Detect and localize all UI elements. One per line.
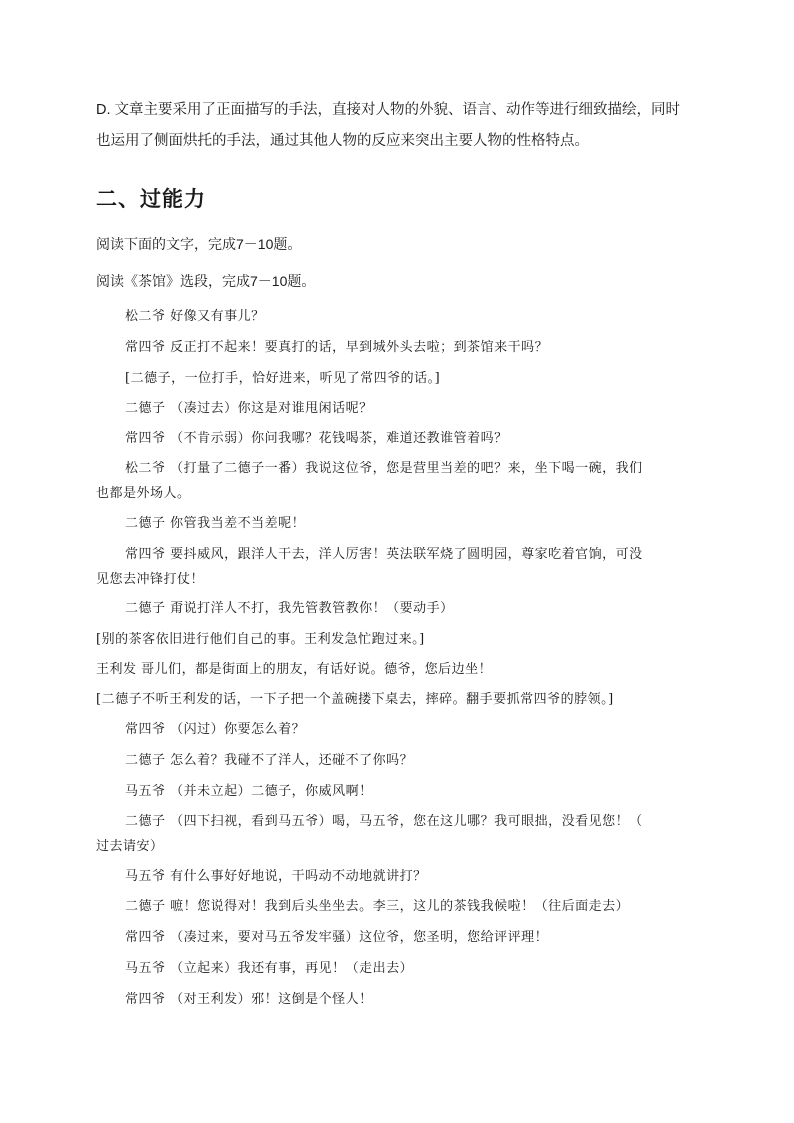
script-line-text: 二德子 怎么着？我碰不了洋人，还碰不了你吗？: [125, 753, 414, 768]
script-line-text: 二德子 你管我当差不当差呢！: [125, 516, 306, 531]
script-line-text: 二德子 嗻！您说得对！我到后头坐坐去。李三，这儿的茶钱我候啦！（往后面走去）: [125, 899, 630, 914]
script-line-text: 常四爷 （闪过）你要怎么着？: [125, 722, 306, 737]
section-heading: 二、过能力: [96, 188, 206, 211]
script-line-text: 马五爷 （并未立起）二德子，你威风啊！: [125, 784, 373, 799]
script-line-12: [96, 690, 706, 710]
script-line-15: [96, 782, 706, 802]
script-line-8: [96, 545, 706, 590]
script-line-text: 王利发 哥儿们，都是街面上的朋友，有话好说。德爷，您后边坐！: [96, 662, 493, 677]
script-line-1: [96, 307, 706, 327]
script-line-4: [96, 399, 706, 419]
script-line-text: 常四爷 （不肯示弱）你问我哪？花钱喝茶，难道还教谁管着吗？: [125, 431, 508, 446]
script-line-11: [96, 660, 706, 680]
script-line-text: 二德子 （凑过去）你这是对谁甩闲话呢？: [125, 401, 373, 416]
script-line-21: [96, 990, 706, 1010]
option-d-line-2: 也运用了侧面烘托的手法，通过其他人物的反应来突出主要人物的性格特点。: [96, 133, 589, 149]
script-line-16: [96, 812, 706, 857]
script-line-text: 松二爷 好像又有事儿？: [125, 309, 265, 324]
script-line-text: [别的茶客依旧进行他们自己的事。王利发急忙跑过来。]: [96, 632, 425, 647]
script-line-continuation: 见您去冲锋打仗！: [96, 572, 205, 587]
script-line-text: 二德子 甭说打洋人不打，我先管教管教你！（要动手）: [125, 601, 454, 616]
script-line-text: [二德子不听王利发的话，一下子把一个盖碗搂下桌去，摔碎。翻手要抓常四爷的脖领。]: [96, 692, 614, 707]
script-line-7: [96, 514, 706, 534]
script-line-text: 常四爷 （凑过来，要对马五爷发牢骚）这位爷，您圣明，您给评评理！: [125, 930, 549, 945]
script-line-text: 松二爷 （打量了二德子一番）我说这位爷，您是营里当差的吧？来，坐下喝一碗，我们: [125, 461, 643, 476]
option-d-line-1: D. 文章主要采用了正面描写的手法，直接对人物的外貌、语言、动作等进行细致描绘，同时: [96, 102, 681, 118]
script-line-5: [96, 429, 706, 449]
script-line-14: [96, 751, 706, 771]
script-line-text: 二德子 （四下扫视，看到马五爷）喝，马五爷，您在这儿哪？我可眼拙，没看见您！（: [125, 814, 643, 829]
script-line-6: [96, 459, 706, 504]
script-line-20: [96, 959, 706, 979]
script-line-text: [二德子，一位打手，恰好进来，听见了常四爷的话。]: [125, 371, 441, 386]
script-line-3: [96, 369, 706, 389]
script-line-continuation: 也都是外场人。: [96, 486, 191, 501]
script-line-19: [96, 928, 706, 948]
script-line-17: [96, 867, 706, 887]
script-line-13: [96, 720, 706, 740]
instruction-1: 阅读下面的文字，完成7－10题。: [96, 236, 302, 252]
script-line-18: [96, 897, 706, 917]
script-line-10: [96, 630, 706, 650]
script-line-text: 常四爷 要抖威风，跟洋人干去，洋人厉害！英法联军烧了圆明园，尊家吃着官饷，可没: [125, 547, 643, 562]
script-line-text: 常四爷 （对王利发）邪！这倒是个怪人！: [125, 992, 373, 1007]
script-line-continuation: 过去请安）: [96, 839, 164, 854]
script-line-9: [96, 599, 706, 619]
script-line-2: [96, 338, 706, 358]
script-line-text: 常四爷 反正打不起来！要真打的话，早到城外头去啦；到茶馆来干吗？: [125, 340, 549, 355]
instruction-2: 阅读《茶馆》选段，完成7－10题。: [96, 273, 316, 289]
script-line-text: 马五爷 有什么事好好地说，干吗动不动地就讲打？: [125, 869, 427, 884]
script-line-text: 马五爷 （立起来）我还有事，再见！（走出去）: [125, 961, 414, 976]
